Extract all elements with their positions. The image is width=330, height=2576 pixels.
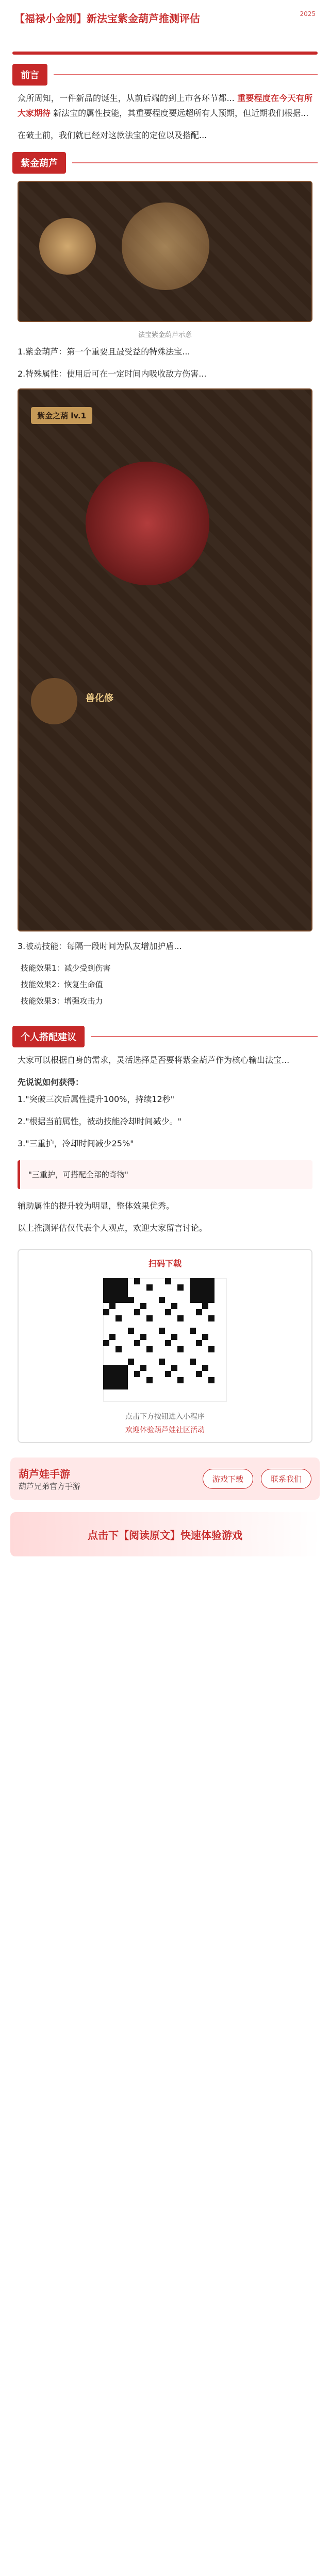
qr-cell <box>202 1334 208 1340</box>
item-title: 紫金之葫 lv.1 <box>31 407 92 424</box>
qr-cell <box>116 1365 122 1371</box>
qr-cell <box>140 1334 146 1340</box>
qr-cell <box>116 1346 122 1352</box>
qr-cell <box>208 1291 214 1297</box>
intro-paragraph-1 <box>18 91 312 121</box>
qr-cell <box>140 1365 146 1371</box>
qr-cell <box>122 1377 128 1383</box>
qr-cell <box>109 1365 116 1371</box>
qr-cell <box>122 1278 128 1284</box>
qr-cell <box>208 1278 214 1284</box>
qr-cell <box>109 1383 116 1389</box>
qr-cell <box>122 1371 128 1377</box>
qr-code-icon[interactable] <box>99 1274 231 1406</box>
footer-buttons <box>197 1469 311 1489</box>
qr-cell <box>177 1346 184 1352</box>
section-rule <box>72 162 318 163</box>
qr-cell <box>190 1297 196 1303</box>
qr-cell <box>190 1291 196 1297</box>
qr-cell <box>116 1377 122 1383</box>
qr-cell <box>128 1297 134 1303</box>
gourd-effect-list <box>0 961 330 1008</box>
qr-cell <box>134 1340 140 1346</box>
footer-banner <box>10 1458 320 1500</box>
qr-cell <box>165 1340 171 1346</box>
intro-highlight: 重要程度在今天有所大家期待 <box>18 93 312 118</box>
qr-cell <box>134 1371 140 1377</box>
qr-cell <box>116 1291 122 1297</box>
qr-card <box>18 1249 312 1443</box>
qr-sub: 点击下方按钮进入小程序 <box>125 1413 205 1421</box>
qr-cell <box>122 1284 128 1291</box>
gourd-paragraph-1: 1.紫金葫芦：第一个重要且最受益的特殊法宝... <box>18 347 190 357</box>
qr-cell <box>196 1278 202 1284</box>
gourd-paragraph-2: 2.特殊属性：使用后可在一定时间内吸收敌方伤害... <box>18 369 207 379</box>
qr-cell <box>190 1328 196 1334</box>
qr-cell <box>196 1291 202 1297</box>
qr-cell <box>146 1377 153 1383</box>
qr-cell <box>208 1284 214 1291</box>
qr-cell <box>103 1365 109 1371</box>
footer-brand: 葫芦娃手游 <box>19 1468 70 1480</box>
qr-cell <box>140 1303 146 1309</box>
qr-cell <box>122 1365 128 1371</box>
qr-cell <box>177 1315 184 1321</box>
recommend-paragraph-4: 2."根据当前属性，被动技能冷却时间减少。" <box>18 1116 182 1126</box>
qr-cell <box>202 1278 208 1284</box>
read-original-banner[interactable]: 点击下【阅读原文】快速体验游戏 <box>10 1512 320 1556</box>
qr-cell <box>159 1328 165 1334</box>
section-header-intro <box>12 64 318 86</box>
qr-cell <box>171 1365 177 1371</box>
screenshot-caption-1: 法宝紫金葫芦示意 <box>138 331 192 339</box>
qr-cell <box>190 1359 196 1365</box>
qr-cell <box>122 1291 128 1297</box>
qr-cell <box>208 1297 214 1303</box>
article-header <box>0 0 330 52</box>
qr-cell <box>171 1303 177 1309</box>
section-header-gourd <box>12 152 318 174</box>
game-screenshot-1 <box>18 181 312 322</box>
qr-cell <box>165 1371 171 1377</box>
qr-cell <box>103 1377 109 1383</box>
qr-cell <box>146 1346 153 1352</box>
qr-cell <box>103 1309 109 1315</box>
qr-cell <box>103 1291 109 1297</box>
recommend-paragraph-5: 3."三重护，冷却时间减少25%" <box>18 1139 134 1148</box>
qr-cell <box>109 1297 116 1303</box>
qr-cell <box>190 1278 196 1284</box>
qr-cell <box>202 1291 208 1297</box>
section-flag: 前言 <box>12 64 47 86</box>
game-screenshot-2 <box>18 388 312 931</box>
intro-paragraph-2: 在破土前，我们就已经对这款法宝的定位以及搭配... <box>18 130 207 140</box>
section-flag: 个人搭配建议 <box>12 1026 85 1047</box>
qr-cell <box>122 1297 128 1303</box>
list-item: 技能效果2：恢复生命值 <box>21 980 103 989</box>
header-divider <box>12 52 318 55</box>
qr-cell <box>109 1303 116 1309</box>
qr-cell <box>134 1278 140 1284</box>
qr-cell <box>177 1377 184 1383</box>
qr-cell <box>128 1359 134 1365</box>
qr-cell <box>116 1371 122 1377</box>
qr-cell <box>177 1284 184 1291</box>
recommend-paragraph-3: 1."突破三次后属性提升100%，持续12秒" <box>18 1094 175 1104</box>
purple-gourd-icon <box>86 462 209 585</box>
qr-cell <box>109 1291 116 1297</box>
qr-cell <box>196 1340 202 1346</box>
qr-cell <box>196 1284 202 1291</box>
skill-icon <box>31 678 77 724</box>
qr-cell <box>165 1278 171 1284</box>
qr-cell <box>116 1278 122 1284</box>
contact-button[interactable]: 联系我们 <box>261 1469 311 1489</box>
qr-cell <box>208 1346 214 1352</box>
qr-cell <box>116 1284 122 1291</box>
qr-cell <box>171 1334 177 1340</box>
qr-cell <box>208 1315 214 1321</box>
qr-cell <box>109 1278 116 1284</box>
qr-cell <box>202 1303 208 1309</box>
section-rule <box>91 1036 318 1037</box>
qr-cell <box>109 1371 116 1377</box>
qr-tip: 欢迎体验葫芦娃社区活动 <box>125 1426 205 1434</box>
section-rule <box>54 74 318 75</box>
qr-cell <box>103 1371 109 1377</box>
skill-name: 兽化修 <box>86 693 113 704</box>
recommend-paragraph-6: 辅助属性的提升较为明显，整体效果优秀。 <box>18 1201 175 1211</box>
qr-cell <box>109 1334 116 1340</box>
list-item: 技能效果1：减少受到伤害 <box>21 963 111 973</box>
intro-text-1: 众所周知，一件新品的诞生，从前后端的到上市各环节都... <box>18 93 235 103</box>
qr-cell <box>122 1383 128 1389</box>
qr-cell <box>202 1297 208 1303</box>
qr-cell <box>165 1309 171 1315</box>
qr-cell <box>196 1309 202 1315</box>
qr-title: 扫码下载 <box>148 1259 182 1268</box>
qr-cell <box>103 1284 109 1291</box>
qr-cell <box>190 1284 196 1291</box>
recommend-paragraph-7: 以上推测评估仅代表个人观点，欢迎大家留言讨论。 <box>18 1223 208 1233</box>
qr-cell <box>103 1383 109 1389</box>
qr-cell <box>103 1340 109 1346</box>
qr-cell <box>103 1278 109 1284</box>
footer-slogan: 葫芦兄弟官方手游 <box>19 1482 81 1491</box>
qr-cell <box>202 1284 208 1291</box>
highlight-box: "三重护，可搭配全部的奇物" <box>18 1160 312 1189</box>
article-date: 2025 <box>300 10 316 18</box>
footer-brand-block <box>19 1466 80 1492</box>
qr-cell <box>196 1297 202 1303</box>
qr-cell <box>208 1377 214 1383</box>
qr-cell <box>109 1377 116 1383</box>
qr-cell <box>146 1284 153 1291</box>
qr-cell <box>134 1309 140 1315</box>
qr-cell <box>116 1297 122 1303</box>
section-flag: 紫金葫芦 <box>12 152 66 174</box>
qr-cell <box>202 1365 208 1371</box>
qr-cell <box>196 1371 202 1377</box>
qr-cell <box>109 1284 116 1291</box>
qr-cell <box>116 1315 122 1321</box>
section-header-recommend <box>12 1026 318 1047</box>
gourd-icon <box>39 218 96 275</box>
recommend-subtitle: 先说说如何获得： <box>18 1077 84 1087</box>
gourd-paragraph-3: 3.被动技能：每隔一段时间为队友增加护盾... <box>18 941 182 951</box>
qr-cell <box>159 1297 165 1303</box>
gourd-art-icon <box>122 202 209 290</box>
qr-cell <box>128 1328 134 1334</box>
download-button[interactable]: 游戏下载 <box>203 1469 253 1489</box>
article-title: 【福禄小金刚】新法宝紫金葫芦推测评估 <box>14 12 200 25</box>
list-item: 技能效果3：增强攻击力 <box>21 996 103 1006</box>
qr-cell <box>146 1315 153 1321</box>
qr-cell <box>103 1297 109 1303</box>
intro-text-1b: 新法宝的属性技能，其重要程度要远超所有人预期，但近期我们根据... <box>53 108 309 118</box>
recommend-paragraph-1: 大家可以根据自身的需求，灵活选择是否要将紫金葫芦作为核心输出法宝... <box>18 1055 290 1065</box>
qr-cell <box>116 1383 122 1389</box>
qr-cell <box>159 1359 165 1365</box>
